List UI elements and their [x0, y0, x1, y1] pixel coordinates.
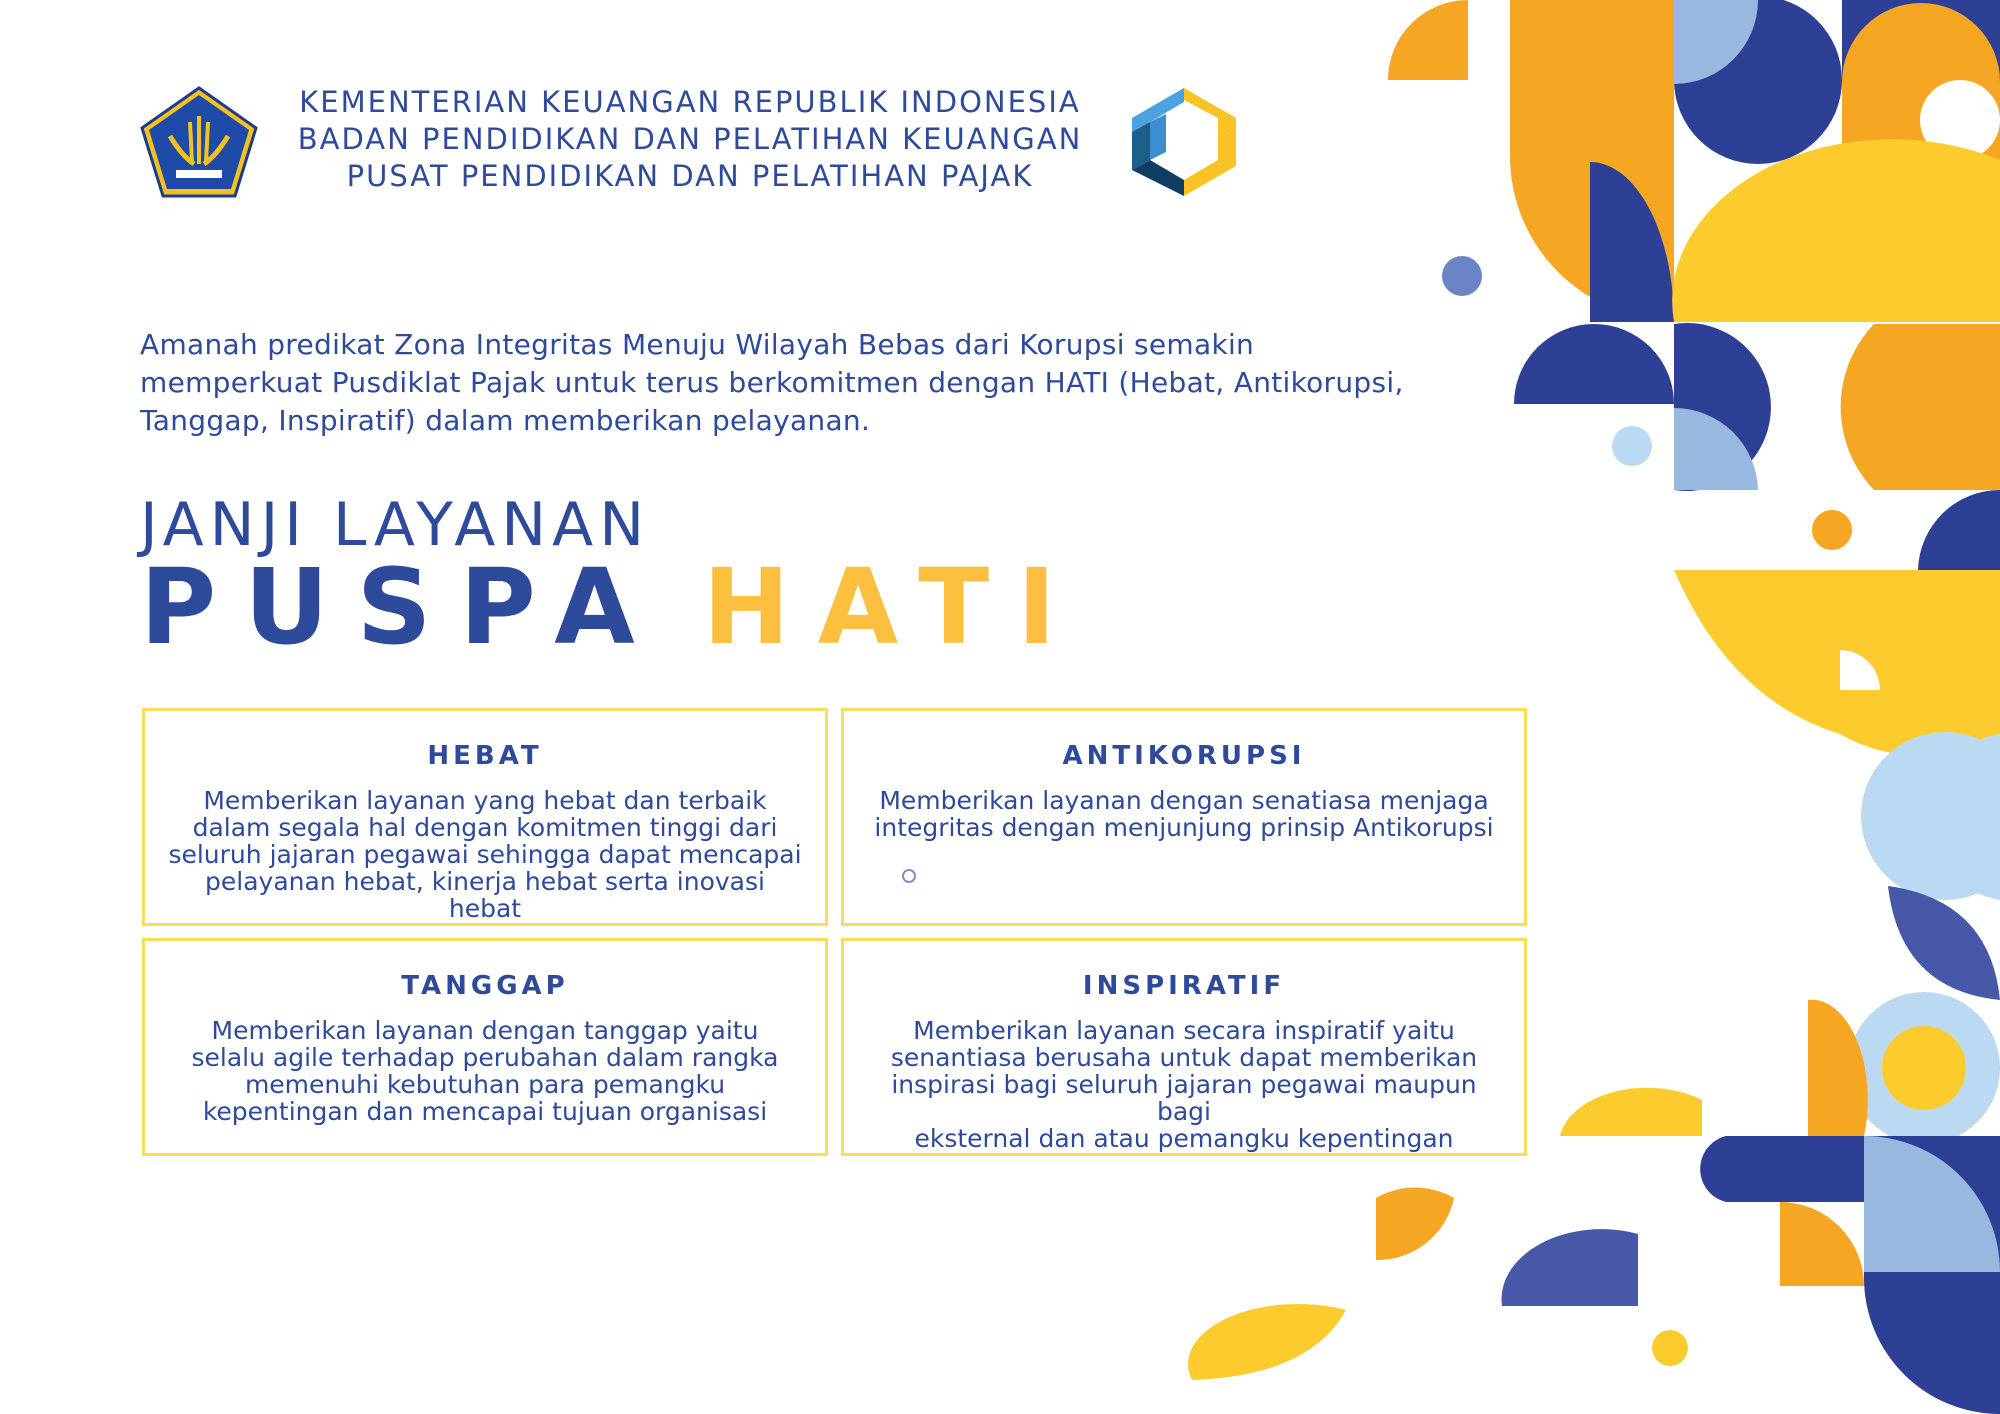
card-heading: ANTIKORUPSI: [1062, 741, 1306, 771]
card-body: Memberikan layanan dengan senatiasa menjaga integritas dengan menjunjung prinsip Antikorupsi: [874, 786, 1494, 842]
card-body: Memberikan layanan secara inspiratif yaitu senantiasa berusaha untuk dapat memberikan inspirasi bagi seluruh jajaran pegawai maupun bagi eksternal dan atau pemangku kepentingan: [890, 1016, 1478, 1153]
value-card-hebat: [142, 708, 828, 926]
title-word-hati: HATI: [702, 546, 1084, 668]
ministry-header: [290, 84, 1090, 195]
card-heading: TANGGAP: [401, 971, 569, 1001]
value-card-tanggap: [142, 938, 828, 1156]
card-heading: HEBAT: [427, 741, 543, 771]
header-line-3: PUSAT PENDIDIKAN DAN PELATIHAN PAJAK: [346, 159, 1034, 193]
circle-marker-icon: [902, 869, 916, 883]
card-body: Memberikan layanan yang hebat dan terbaik dalam segala hal dengan komitmen tinggi dari seluruh jajaran pegawai sehingga dapat mencapai pelayanan hebat, kinerja hebat serta inovasi hebat: [168, 786, 802, 923]
card-heading: INSPIRATIF: [1082, 971, 1286, 1001]
header-line-2: BADAN PENDIDIKAN DAN PELATIHAN KEUANGAN: [297, 122, 1083, 156]
intro-line-3: Tanggap, Inspiratif) dalam memberikan pelayanan.: [140, 404, 871, 437]
kemenkeu-emblem-icon: [140, 86, 258, 198]
header-line-1: KEMENTERIAN KEUANGAN REPUBLIK INDONESIA: [299, 85, 1081, 119]
value-card-antikorupsi: [841, 708, 1527, 926]
title-janji-layanan: JANJI LAYANAN: [140, 490, 651, 560]
title-word-puspa: PUSPA: [140, 546, 663, 668]
intro-line-2: memperkuat Pusdiklat Pajak untuk terus berkomitmen dengan HATI (Hebat, Antikorupsi,: [140, 366, 1404, 399]
intro-line-1: Amanah predikat Zona Integritas Menuju Wilayah Bebas dari Korupsi semakin: [140, 328, 1255, 361]
title-puspa-hati: [140, 546, 1084, 668]
intro-paragraph: [140, 326, 1404, 440]
pusdiklat-pajak-logo-icon: [1126, 88, 1242, 196]
card-body: Memberikan layanan dengan tanggap yaitu selalu agile terhadap perubahan dalam rangka memenuhi kebutuhan para pemangku kepentingan dan mencapai tujuan organisasi: [191, 1016, 779, 1126]
value-card-inspiratif: [841, 938, 1527, 1156]
